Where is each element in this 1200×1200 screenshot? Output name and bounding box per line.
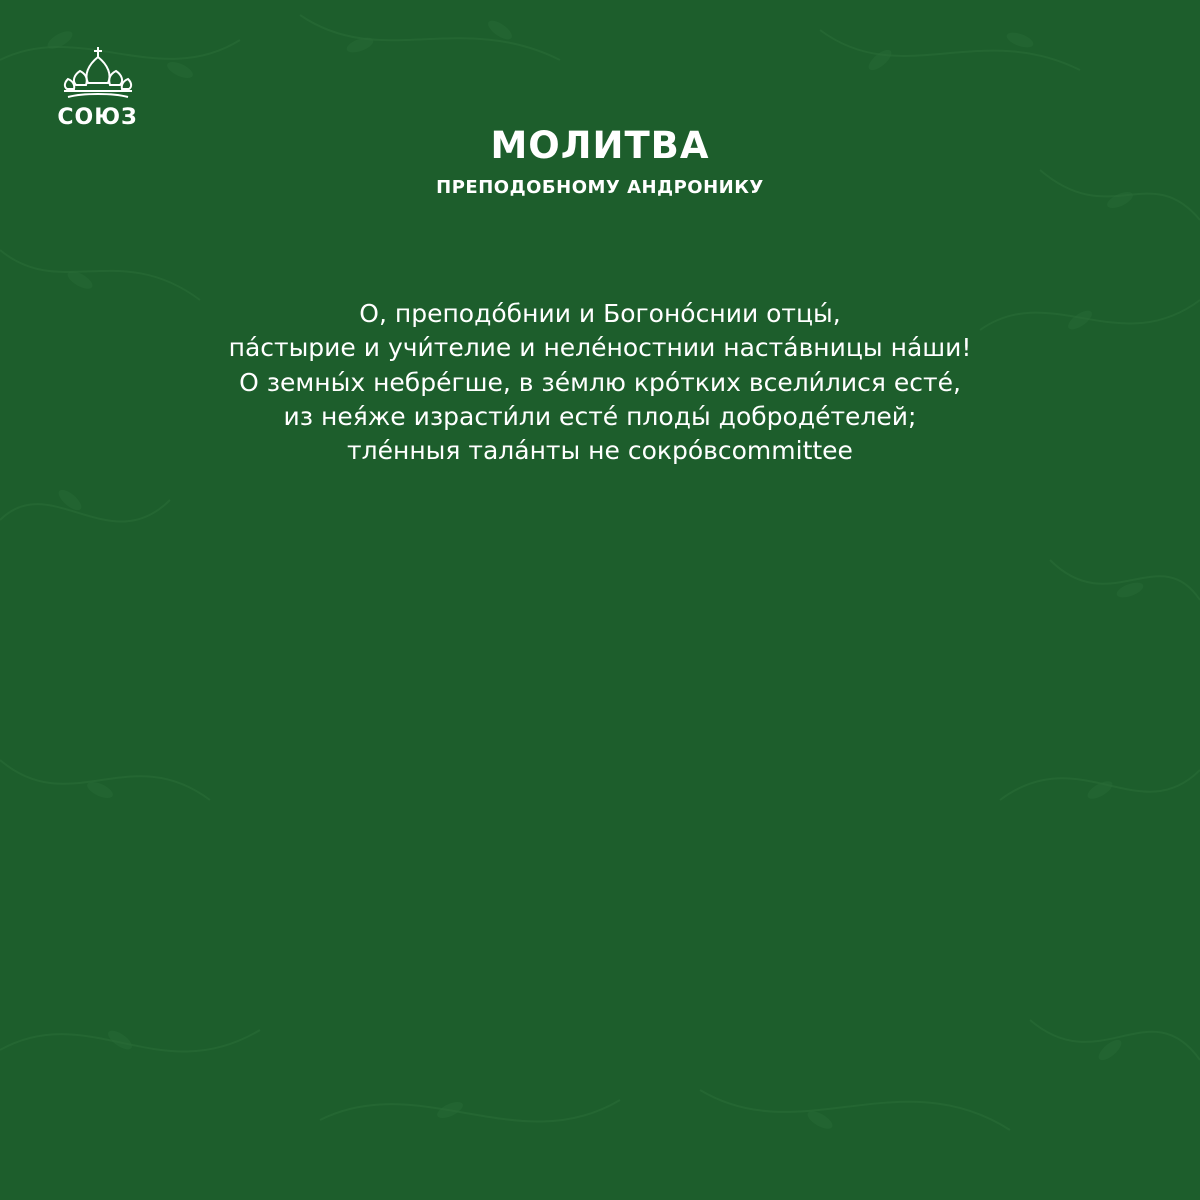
- prayer-line: О земны́х небре́гше, в зе́млю кро́тких всели́лися есте́,: [239, 367, 961, 397]
- logo-text: СОЮЗ: [57, 105, 138, 130]
- prayer-line: па́стырие и учи́телие и неле́ностнии наста́вницы на́ши!: [228, 333, 972, 363]
- church-crown-icon: [58, 45, 138, 103]
- page-title: МОЛИТВА: [490, 124, 710, 167]
- prayer-line: из нея́же израсти́ли есте́ плоды́ доброде́телей;: [283, 401, 917, 431]
- page-subtitle: ПРЕПОДОБНОМУ АНДРОНИКУ: [436, 177, 764, 198]
- prayer-line: О, преподо́бнии и Богоно́снии отцы́,: [359, 299, 841, 328]
- prayer-text: [40, 297, 1160, 468]
- prayer-line: тле́нныя тала́нты не сокро́вcommittee: [347, 436, 853, 466]
